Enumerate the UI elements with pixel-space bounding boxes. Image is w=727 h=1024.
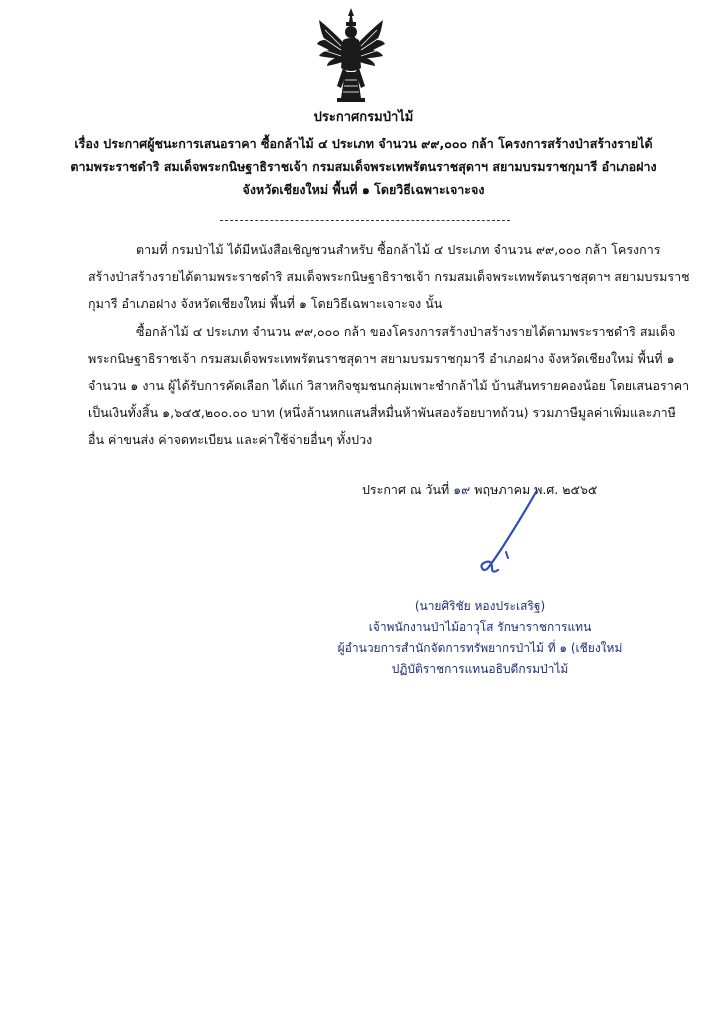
paragraph-line: เป็นเงินทั้งสิ้น ๑,๖๔๕,๒๐๐.๐๐ บาท (หนึ่งล้านหกแสนสี่หมื่นห้าพันสองร้อยบาทถ้วน) รวมภาษีมูลค่าเพิ่มและภาษี xyxy=(88,405,676,420)
handwritten-signature xyxy=(462,490,542,580)
signatory-acting: ปฏิบัติราชการแทนอธิบดีกรมป่าไม้ xyxy=(391,662,569,676)
subject-line: จังหวัดเชียงใหม่ พื้นที่ ๑ โดยวิธีเฉพาะเจาะจง xyxy=(242,182,485,197)
body-paragraph-1 xyxy=(88,236,690,317)
signatory-office: ผู้อำนวยการสำนักจัดการทรัพยากรป่าไม้ ที่ ๑ (เชียงใหม่ xyxy=(337,641,623,655)
paragraph-line: พระกนิษฐาธิราชเจ้า กรมสมเด็จพระเทพรัตนราชสุดาฯ สยามบรมราชกุมารี อำเภอฝาง จังหวัดเชียงใหม่ พื้นที่ ๑ xyxy=(88,351,675,366)
signatory-name: (นายศิริชัย หองประเสริฐ) xyxy=(414,599,546,613)
subject-line: เรื่อง ประกาศผู้ชนะการเสนอราคา ซื้อกล้าไม้ ๔ ประเภท จำนวน ๙๙,๐๐๐ กล้า โครงการสร้างป่าสร้างรายได้ xyxy=(74,136,653,151)
document-subject xyxy=(60,132,667,201)
paragraph-line: ตามที่ กรมป่าไม้ ได้มีหนังสือเชิญชวนสำหรับ ซื้อกล้าไม้ ๔ ประเภท จำนวน ๙๙,๐๐๐ กล้า โครงการ xyxy=(136,242,661,257)
signatory-block xyxy=(330,596,630,680)
paragraph-line: กุมารี อำเภอฝาง จังหวัดเชียงใหม่ พื้นที่ ๑ โดยวิธีเฉพาะเจาะจง นั้น xyxy=(88,296,443,311)
signatory-position: เจ้าพนักงานป่าไม้อาวุโส รักษาราชการแทน xyxy=(368,620,592,634)
subject-line: ตามพระราชดำริ สมเด็จพระกนิษฐาธิราชเจ้า กรมสมเด็จพระเทพรัตนราชสุดาฯ สยามบรมราชกุมารี อำเภอฝาง xyxy=(70,159,657,174)
document-title: ประกาศกรมป่าไม้ xyxy=(313,110,414,125)
announcement-prefix: ประกาศ ณ วันที่ xyxy=(362,482,450,497)
body-paragraph-2 xyxy=(88,318,690,453)
announcement-month-year: พฤษภาคม พ.ศ. ๒๕๖๕ xyxy=(474,482,598,497)
paragraph-line: ซื้อกล้าไม้ ๔ ประเภท จำนวน ๙๙,๐๐๐ กล้า ของโครงการสร้างป่าสร้างรายได้ตามพระราชดำริ สมเด็จ xyxy=(136,324,676,339)
announcement-day: ๑๙ xyxy=(453,482,471,497)
paragraph-line: จำนวน ๑ งาน ผู้ได้รับการคัดเลือก ได้แก่ วิสาหกิจชุมชนกลุ่มเพาะชำกล้าไม้ บ้านสันทรายคองน้อย โดยเสนอราคา xyxy=(88,378,690,393)
paragraph-line: สร้างป่าสร้างรายได้ตามพระราชดำริ สมเด็จพระกนิษฐาธิราชเจ้า กรมสมเด็จพระเทพรัตนราชสุดาฯ สยามบรมราช xyxy=(88,269,690,284)
paragraph-line: อื่น ค่าขนส่ง ค่าจดทะเบียน และค่าใช้จ่ายอื่นๆ ทั้งปวง xyxy=(88,432,373,447)
garuda-emblem-icon xyxy=(315,6,387,106)
dashed-divider xyxy=(220,220,510,221)
